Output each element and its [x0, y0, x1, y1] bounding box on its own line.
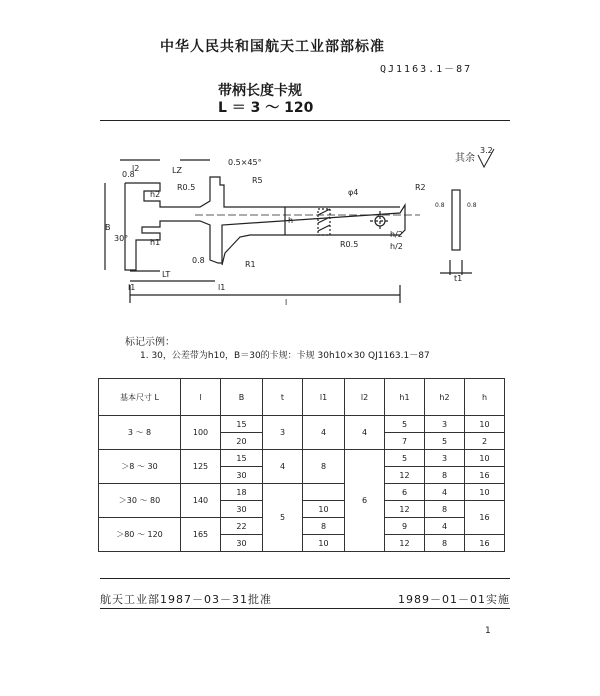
header-rule — [100, 120, 510, 121]
size-range: L ＝ 3 ～ 120 — [218, 100, 314, 116]
gauge-drawing — [100, 145, 500, 325]
dim-lt: LT — [162, 270, 171, 279]
table-cell: 20 — [221, 433, 263, 450]
table-cell: 30 — [221, 535, 263, 552]
table-row — [99, 416, 505, 433]
table-cell: 8 — [425, 467, 465, 484]
table-cell — [303, 484, 345, 501]
page-number: 1 — [485, 626, 491, 636]
table-cell: 10 — [303, 535, 345, 552]
dim-l1-mid: l1 — [218, 283, 226, 292]
side-view — [452, 190, 460, 250]
table-header-row — [99, 379, 505, 416]
marking-example-text: 1. 30，公差带为h10，B＝30的卡规：卡规 30h10×30 QJ1163.1－87 — [140, 351, 430, 361]
table-cell: 5 — [385, 416, 425, 433]
radius-r05-top: R0.5 — [177, 183, 196, 192]
table-cell: 30 — [221, 467, 263, 484]
table-cell: 4 — [345, 416, 385, 450]
table-cell: 5 — [425, 433, 465, 450]
table-cell: 8 — [303, 450, 345, 484]
table-cell: 165 — [181, 518, 221, 552]
table-cell: 4 — [263, 450, 303, 484]
dim-h2: h2 — [150, 190, 161, 199]
table-cell: 15 — [221, 450, 263, 467]
dimension-table — [98, 378, 505, 552]
table-cell: 16 — [465, 501, 505, 535]
table-cell: 6 — [345, 450, 385, 552]
table-cell: 125 — [181, 450, 221, 484]
standard-number: QJ1163.1－87 — [380, 64, 473, 75]
dim-b: B — [105, 223, 111, 232]
header-cell: l2 — [345, 379, 385, 416]
marking-example-label: 标记示例： — [125, 337, 175, 348]
table-cell: 5 — [263, 484, 303, 552]
dim-l-total: l — [285, 298, 288, 307]
approval-date: 航天工业部1987－03－31批准 — [100, 593, 272, 606]
table-cell: 7 — [385, 433, 425, 450]
table-cell: 5 — [385, 450, 425, 467]
issuing-organization: 中华人民共和国航天工业部部标准 — [160, 39, 385, 55]
table-cell: 8 — [425, 501, 465, 518]
table-row — [99, 450, 505, 467]
angle-30: 30° — [114, 234, 129, 243]
footer-bottom-rule — [100, 608, 510, 609]
dim-l1-left: l1 — [128, 283, 136, 292]
table-cell: ＞8 ～ 30 — [99, 450, 181, 484]
table-cell: 22 — [221, 518, 263, 535]
header-cell: B — [221, 379, 263, 416]
table-cell: 10 — [303, 501, 345, 518]
table-cell: 18 — [221, 484, 263, 501]
table-cell: 16 — [465, 467, 505, 484]
table-cell: 2 — [465, 433, 505, 450]
table-cell: ＞80 ～ 120 — [99, 518, 181, 552]
footer-rule — [100, 578, 510, 579]
header-cell: l1 — [303, 379, 345, 416]
dim-08-top: 0.8 — [122, 170, 135, 179]
radius-r05-bottom: R0.5 — [340, 240, 359, 249]
table-cell: 4 — [425, 518, 465, 535]
table-cell: 8 — [425, 535, 465, 552]
header-cell: t — [263, 379, 303, 416]
header-cell: h — [465, 379, 505, 416]
table-cell: 12 — [385, 535, 425, 552]
dim-h1: h1 — [150, 238, 161, 247]
table-cell: 6 — [385, 484, 425, 501]
table-cell: ＞30 ～ 80 — [99, 484, 181, 518]
dim-h-half-a: h/2 — [390, 230, 403, 239]
table-cell: 10 — [465, 416, 505, 433]
table-cell: 3 — [263, 416, 303, 450]
chamfer-label: 0.5×45° — [228, 158, 262, 167]
radius-r2: R2 — [415, 183, 426, 192]
table-cell: 8 — [303, 518, 345, 535]
radius-r5: R5 — [252, 176, 263, 185]
dim-08-bottom: 0.8 — [192, 256, 205, 265]
side-roughness-b: 0.8 — [467, 202, 477, 209]
header-cell: h2 — [425, 379, 465, 416]
table-cell: 4 — [303, 416, 345, 450]
diameter-phi4: φ4 — [348, 188, 359, 197]
table-cell: 140 — [181, 484, 221, 518]
table-cell: 30 — [221, 501, 263, 518]
table-row — [99, 484, 505, 501]
radius-r1: R1 — [245, 260, 256, 269]
table-cell: 9 — [385, 518, 425, 535]
table-cell: 3 — [425, 450, 465, 467]
table-cell: 15 — [221, 416, 263, 433]
header-cell: l — [181, 379, 221, 416]
table-cell: 10 — [465, 450, 505, 467]
dim-h-half-b: h/2 — [390, 242, 403, 251]
header-cell: h1 — [385, 379, 425, 416]
dim-t1: t1 — [454, 274, 463, 283]
table-cell: 4 — [425, 484, 465, 501]
header-cell: 基本尺寸 L — [99, 379, 181, 416]
table-cell: 12 — [385, 501, 425, 518]
table-cell: 10 — [465, 484, 505, 501]
table-cell: 12 — [385, 467, 425, 484]
implementation-date: 1989－01－01实施 — [398, 593, 510, 606]
dim-l2-top: l2 — [132, 164, 140, 173]
table-cell: 100 — [181, 416, 221, 450]
roughness-value: 3.2 — [480, 146, 493, 155]
dim-lz: LZ — [172, 166, 182, 175]
side-roughness-a: 0.8 — [435, 202, 445, 209]
roughness-label: 其余 — [455, 153, 475, 164]
dim-h: h — [288, 216, 294, 225]
table-cell: 3 — [425, 416, 465, 433]
table-cell: 16 — [465, 535, 505, 552]
table-cell: 3 ～ 8 — [99, 416, 181, 450]
document-title: 带柄长度卡规 — [218, 83, 302, 99]
gauge-outline — [125, 177, 405, 270]
